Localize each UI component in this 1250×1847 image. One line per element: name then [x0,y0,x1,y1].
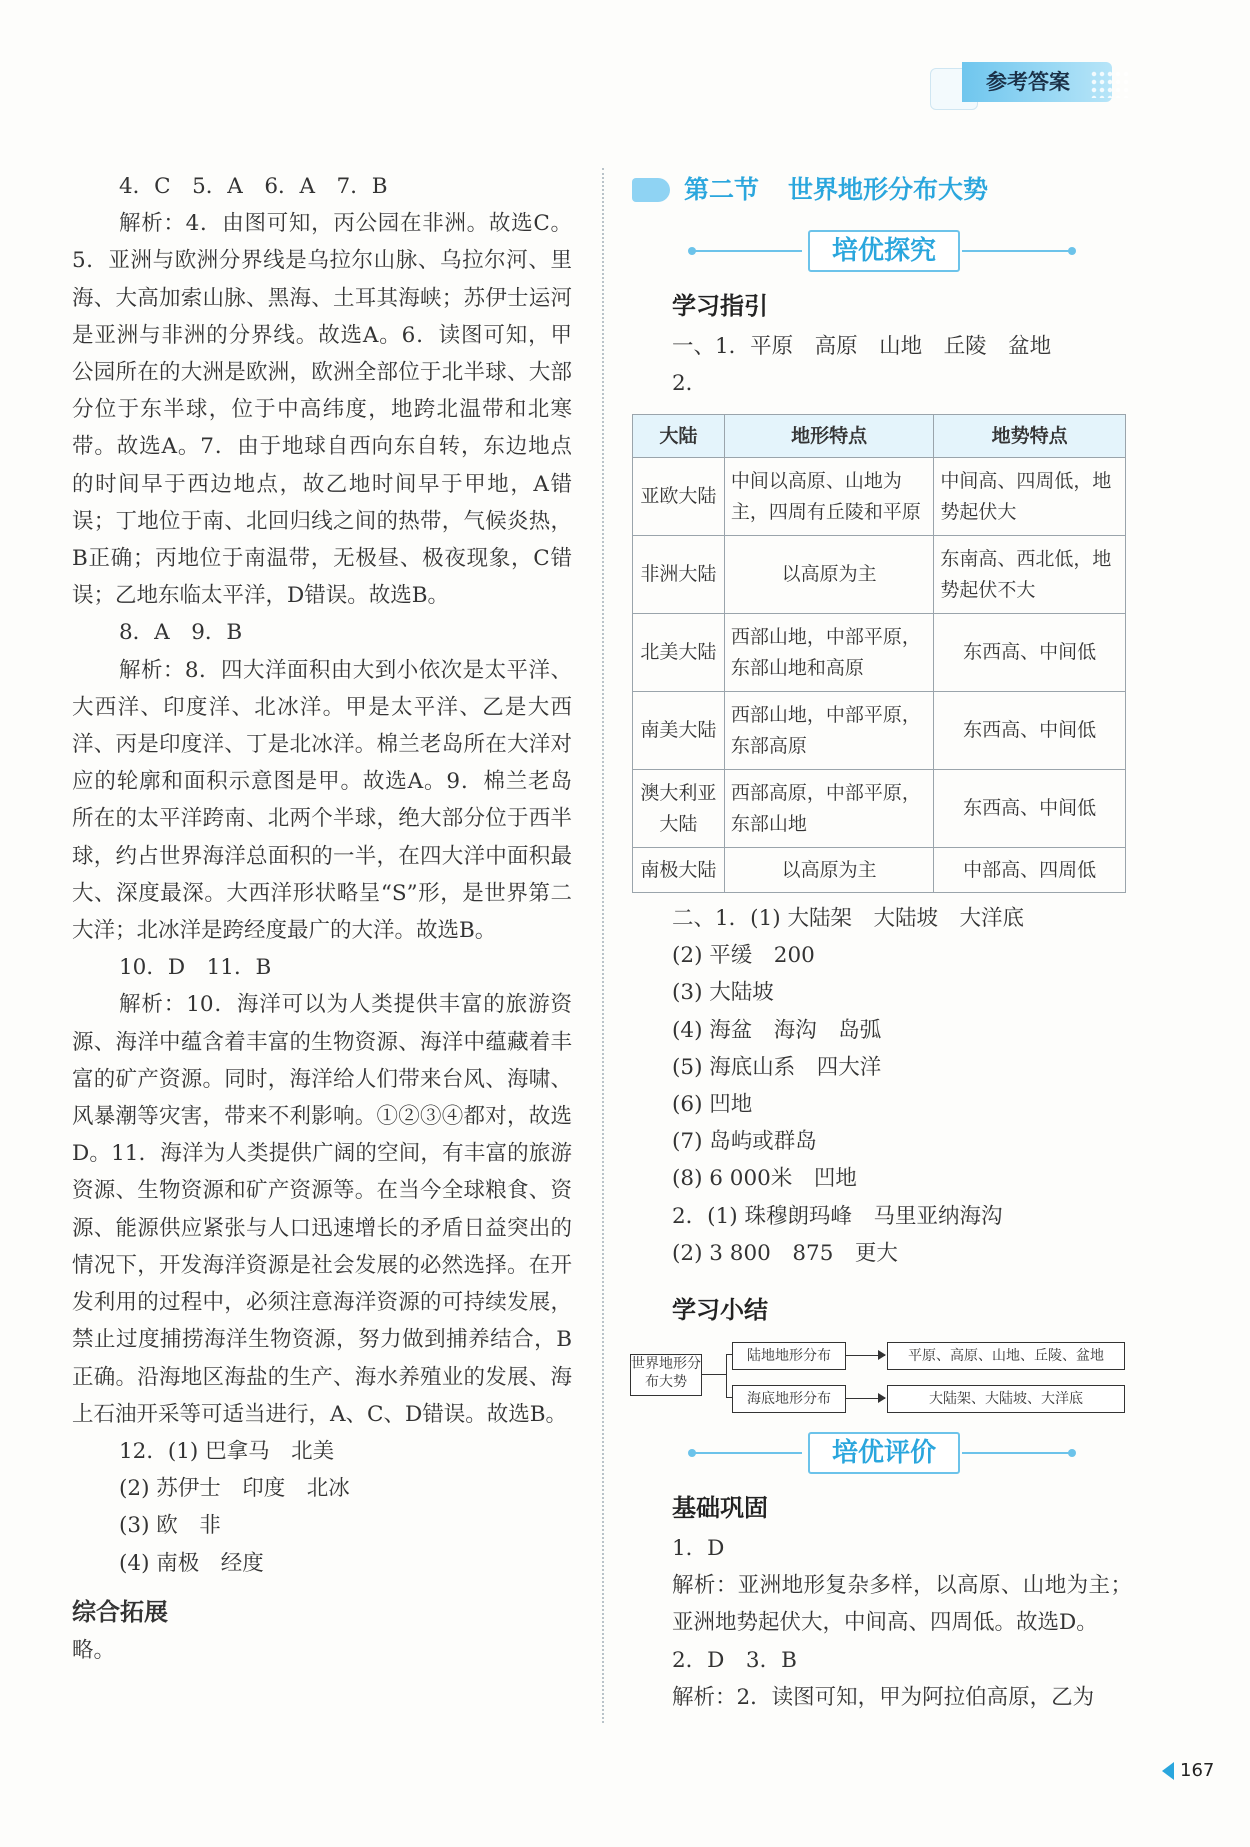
table-header: 地形特点 [724,415,934,458]
arrow-head-icon [878,1393,886,1403]
terrain-table [632,414,1126,893]
column-divider [602,168,604,1723]
section-tag-icon [632,178,670,202]
connector-line [701,1374,727,1375]
answer-line: (6) 凹地 [672,1092,753,1118]
table-row [633,692,1126,770]
explanation: 解析：亚洲地形复杂多样，以高原、山地为主；亚洲地势起伏大，中间高、四周低。故选D。 [672,1573,1132,1636]
answer-line: (4) 海盆 海沟 岛弧 [672,1017,882,1043]
section-name: 世界地形分布大势 [788,175,989,204]
extension-answer: 略。 [72,1637,116,1663]
table-cell: 西部山地，中部平原，东部高原 [724,692,934,770]
answer-line: 1．D [672,1536,725,1561]
table-row [633,770,1126,848]
explanation: 解析：10．海洋可以为人类提供丰富的旅游资源、海洋中蕴含着丰富的生物资源、海洋中蕴藏着丰富的矿产资源。同时，海洋给人们带来台风、海啸、风暴潮等灾害，带来不利影响。①②③④都对，故选D。11．海洋为人类提供广阔的空间，有丰富的旅游资源、生物资源和矿产资源等。在当今全球粮食、资源、能源供应紧张与人口迅速增长的矛盾日益突出的情况下，开发海洋资源是社会发展的必然选择。在开发利用的过程中，必须注意海洋资源的可持续发展，禁止过度捕捞海洋生物资源，努力做到捕养结合，B正确。沿海地区海盐的生产、海水养殖业的发展、海上石油开采等可适当进行，A、C、D错误。故选B。 [72,992,572,1427]
table-row [633,458,1126,536]
banner-explore-label: 培优探究 [808,230,960,272]
summary-detail-seabed: 大陆架、大陆坡、大洋底 [887,1385,1125,1413]
heading-basic: 基础巩固 [672,1494,768,1522]
banner-evaluate-label: 培优评价 [808,1432,960,1474]
table-cell: 中间高、四周低，地势起伏大 [934,458,1126,536]
table-row [633,614,1126,692]
table-cell: 东南高、西北低，地势起伏不大 [934,536,1126,614]
answer-line: (3) 大陆坡 [672,980,774,1006]
table-header: 大陆 [633,415,725,458]
answer-line: (8) 6 000米 凹地 [672,1166,857,1192]
summary-node-seabed: 海底地形分布 [732,1385,846,1413]
answer-line: 二、1．(1) 大陆架 大陆坡 大洋底 [672,906,1024,931]
table-cell: 南极大陆 [633,848,725,893]
table-header-row [633,415,1126,458]
table-cell: 非洲大陆 [633,536,725,614]
table-cell: 西部山地，中部平原，东部山地和高原 [724,614,934,692]
banner-evaluate [692,1432,1072,1472]
left-column [72,168,572,1669]
table-cell: 亚欧大陆 [633,458,725,536]
section-number: 第二节 [684,175,760,204]
answer-key-label: 参考答案 [962,62,1112,102]
table-cell: 澳大利亚大陆 [633,770,725,848]
table-cell: 中部高、四周低 [934,848,1126,893]
answer-line: (5) 海底山系 四大洋 [672,1054,882,1080]
answer-line: 2．(1) 珠穆朗玛峰 马里亚纳海沟 [672,1203,1003,1229]
table-cell: 东西高、中间低 [934,770,1126,848]
heading-summary: 学习小结 [672,1296,768,1324]
answer-line: (2) 3 800 875 更大 [672,1240,898,1266]
explanation: 解析：4．由图可知，丙公园在非洲。故选C。5．亚洲与欧洲分界线是乌拉尔山脉、乌拉尔河、里海、大高加索山脉、黑海、土耳其海峡；苏伊士运河是亚洲与非洲的分界线。故选A。6．读图可知，甲公园所在的大洲是欧洲，欧洲全部位于北半球、大部分位于东半球，位于中高纬度，地跨北温带和北寒带。故选A。7．由于地球自西向东自转，东边地点的时间早于西边地点，故乙地时间早于甲地，A错误；丁地位于南、北回归线之间的热带，气候炎热，B正确；丙地位于南温带，无极昼、极夜现象，C错误；乙地东临太平洋，D错误。故选B。 [72,211,572,609]
dot-pattern [1090,70,1130,98]
answer-line: 2．D 3．B [672,1647,797,1673]
answer-line: (3) 欧 非 [119,1513,221,1539]
section-title [632,170,1072,210]
table-cell: 以高原为主 [724,536,934,614]
answer-line: (7) 岛屿或群岛 [672,1129,817,1155]
table-header: 地势特点 [934,415,1126,458]
table-cell: 北美大陆 [633,614,725,692]
table-cell: 西部高原，中部平原，东部山地 [724,770,934,848]
explanation: 解析：2．读图可知，甲为阿拉伯高原，乙为 [672,1684,1095,1710]
table-cell: 南美大陆 [633,692,725,770]
summary-node-land: 陆地地形分布 [732,1342,846,1370]
summary-detail-land: 平原、高原、山地、丘陵、盆地 [887,1342,1125,1370]
answer-line: (4) 南极 经度 [119,1550,264,1576]
connector-line [726,1354,727,1398]
part2-block [672,900,1112,1272]
table-row [633,848,1126,893]
page-marker-icon [1162,1762,1174,1780]
basic-block [672,1530,1132,1716]
answer-line: 10．D 11．B [119,955,272,981]
arrow-head-icon [878,1350,886,1360]
table-cell: 东西高、中间低 [934,692,1126,770]
heading-extension: 综合拓展 [72,1597,168,1626]
explanation: 解析：8．四大洋面积由大到小依次是太平洋、大西洋、印度洋、北冰洋。甲是太平洋、乙是大西洋、丙是印度洋、丁是北冰洋。棉兰老岛所在大洋对应的轮廓和面积示意图是甲。故选A。9．棉兰老岛所在的太平洋跨南、北两个半球，绝大部分位于西半球，约占世界海洋总面积的一半，在四大洋中面积最大、深度最深。大西洋形状略呈“S”形，是世界第二大洋；北冰洋是跨经度最广的大洋。故选B。 [72,657,572,944]
answer-line: 4．C 5．A 6．A 7．B [119,174,388,199]
table-cell: 中间以高原、山地为主，四周有丘陵和平原 [724,458,934,536]
answer-line: 12．(1) 巴拿马 北美 [119,1438,335,1464]
heading-guide: 学习指引 [672,292,768,320]
answer-line: 8．A 9．B [119,620,243,646]
table-cell: 东西高、中间低 [934,614,1126,692]
answer-key-tab [930,62,1130,106]
answer-line: (2) 苏伊士 印度 北冰 [119,1476,350,1502]
table-row [633,536,1126,614]
guide-line: 2． [672,371,708,396]
guide-line: 一、1．平原 高原 山地 丘陵 盆地 [672,334,1052,359]
page-number-text: 167 [1180,1760,1215,1781]
answer-line: (2) 平缓 200 [672,943,815,969]
table-cell: 以高原为主 [724,848,934,893]
page-number [1162,1760,1214,1781]
summary-root: 世界地形分布大势 [630,1354,702,1396]
banner-explore [692,230,1072,270]
